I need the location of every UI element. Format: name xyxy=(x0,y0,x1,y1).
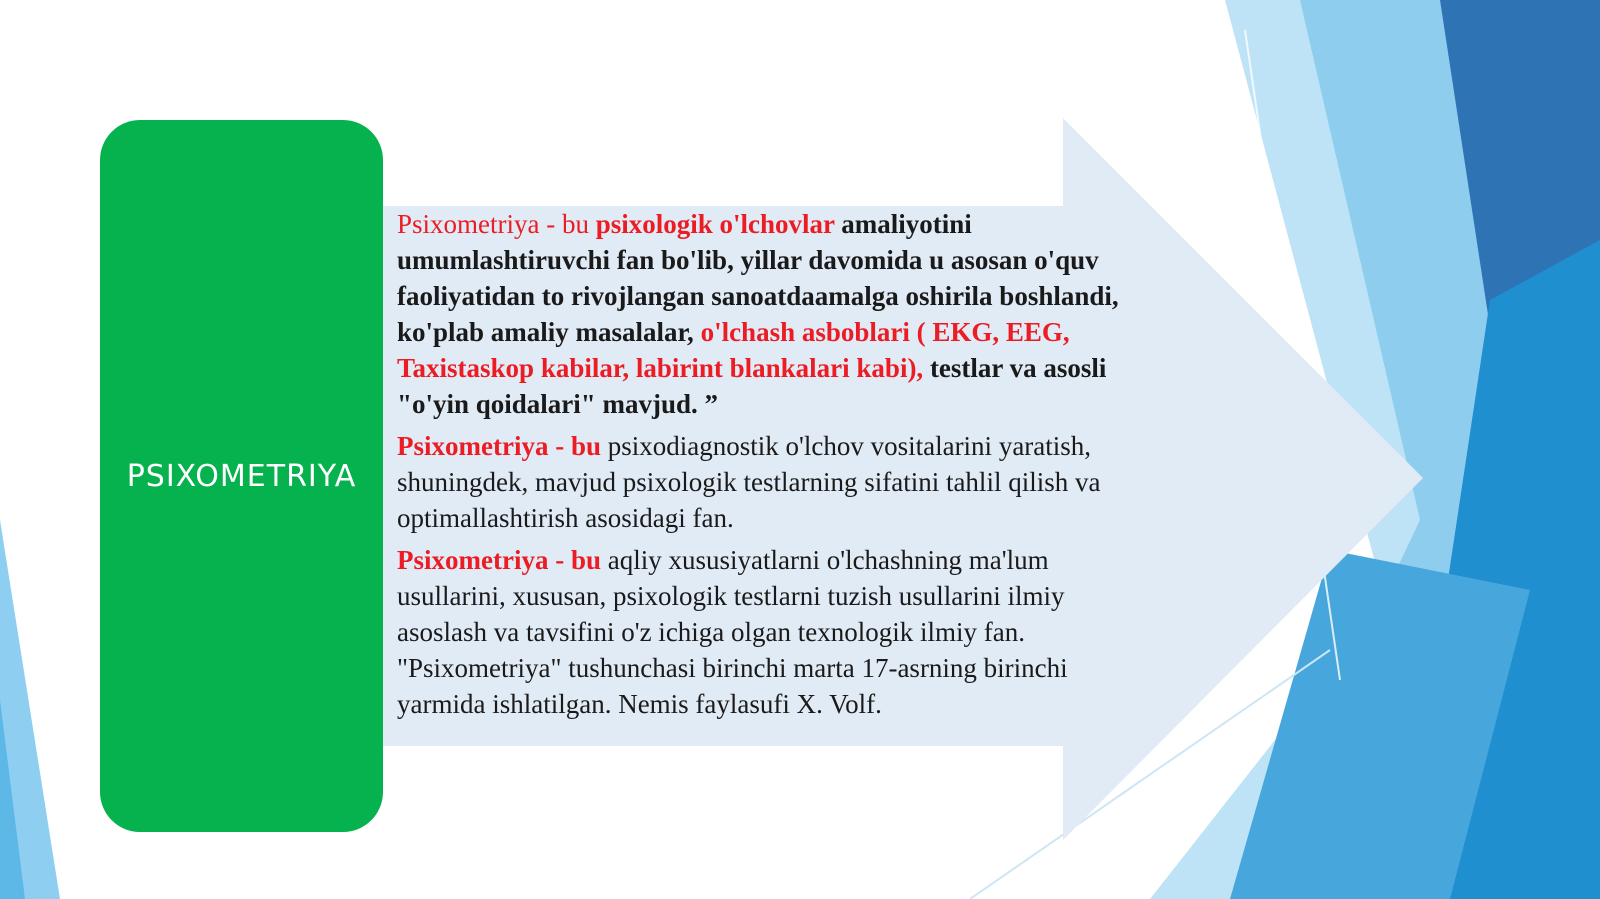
p1-part3: amaliyotini umumlashtiruvchi fan bo'lib, yillar davomida u asosan o'quv faoliyatidan to rivojlangan sanoatdaamalga oshirila boshlandi, ko'plab amaliy masalalar, xyxy=(397,209,1119,347)
p2-text: psixodiagnostik o'lchov vositalarini yaratish, shuningdek, mavjud psixologik testlarning sifatini tahlil qilish va optimallashtirish asosidagi fan. xyxy=(397,431,1101,533)
p2-lead: Psixometriya - bu xyxy=(397,431,601,461)
p3-lead: Psixometriya - bu xyxy=(397,545,601,575)
p1-part5: testlar va asosli "o'yin qoidalari" mavjud. ” xyxy=(397,353,1107,419)
p1-part2: psixologik o'lchovlar xyxy=(595,209,835,239)
definition-text xyxy=(397,206,1157,728)
p1-part4: o'lchash asboblari ( EKG, EEG, Taxistaskop kabilar, labirint blankalari kabi), xyxy=(397,317,1070,383)
slide-title: PSIXOMETRIYA xyxy=(126,458,357,494)
paragraph-3 xyxy=(397,542,1157,722)
paragraph-1 xyxy=(397,206,1157,422)
p1-part1: Psixometriya - bu xyxy=(397,209,596,239)
title-box xyxy=(100,120,383,832)
paragraph-2 xyxy=(397,428,1157,536)
p3-text: aqliy xususiyatlarni o'lchashning ma'lum usullarini, xususan, psixologik testlarni tuzish usullarini ilmiy asoslash va tavsifini o'z ichiga olgan texnologik ilmiy fan. "Psixometriya" tushunchasi birinchi marta 17-asrning birinchi yarmida ishlatilgan. Nemis faylasufi X. Volf. xyxy=(397,545,1068,719)
